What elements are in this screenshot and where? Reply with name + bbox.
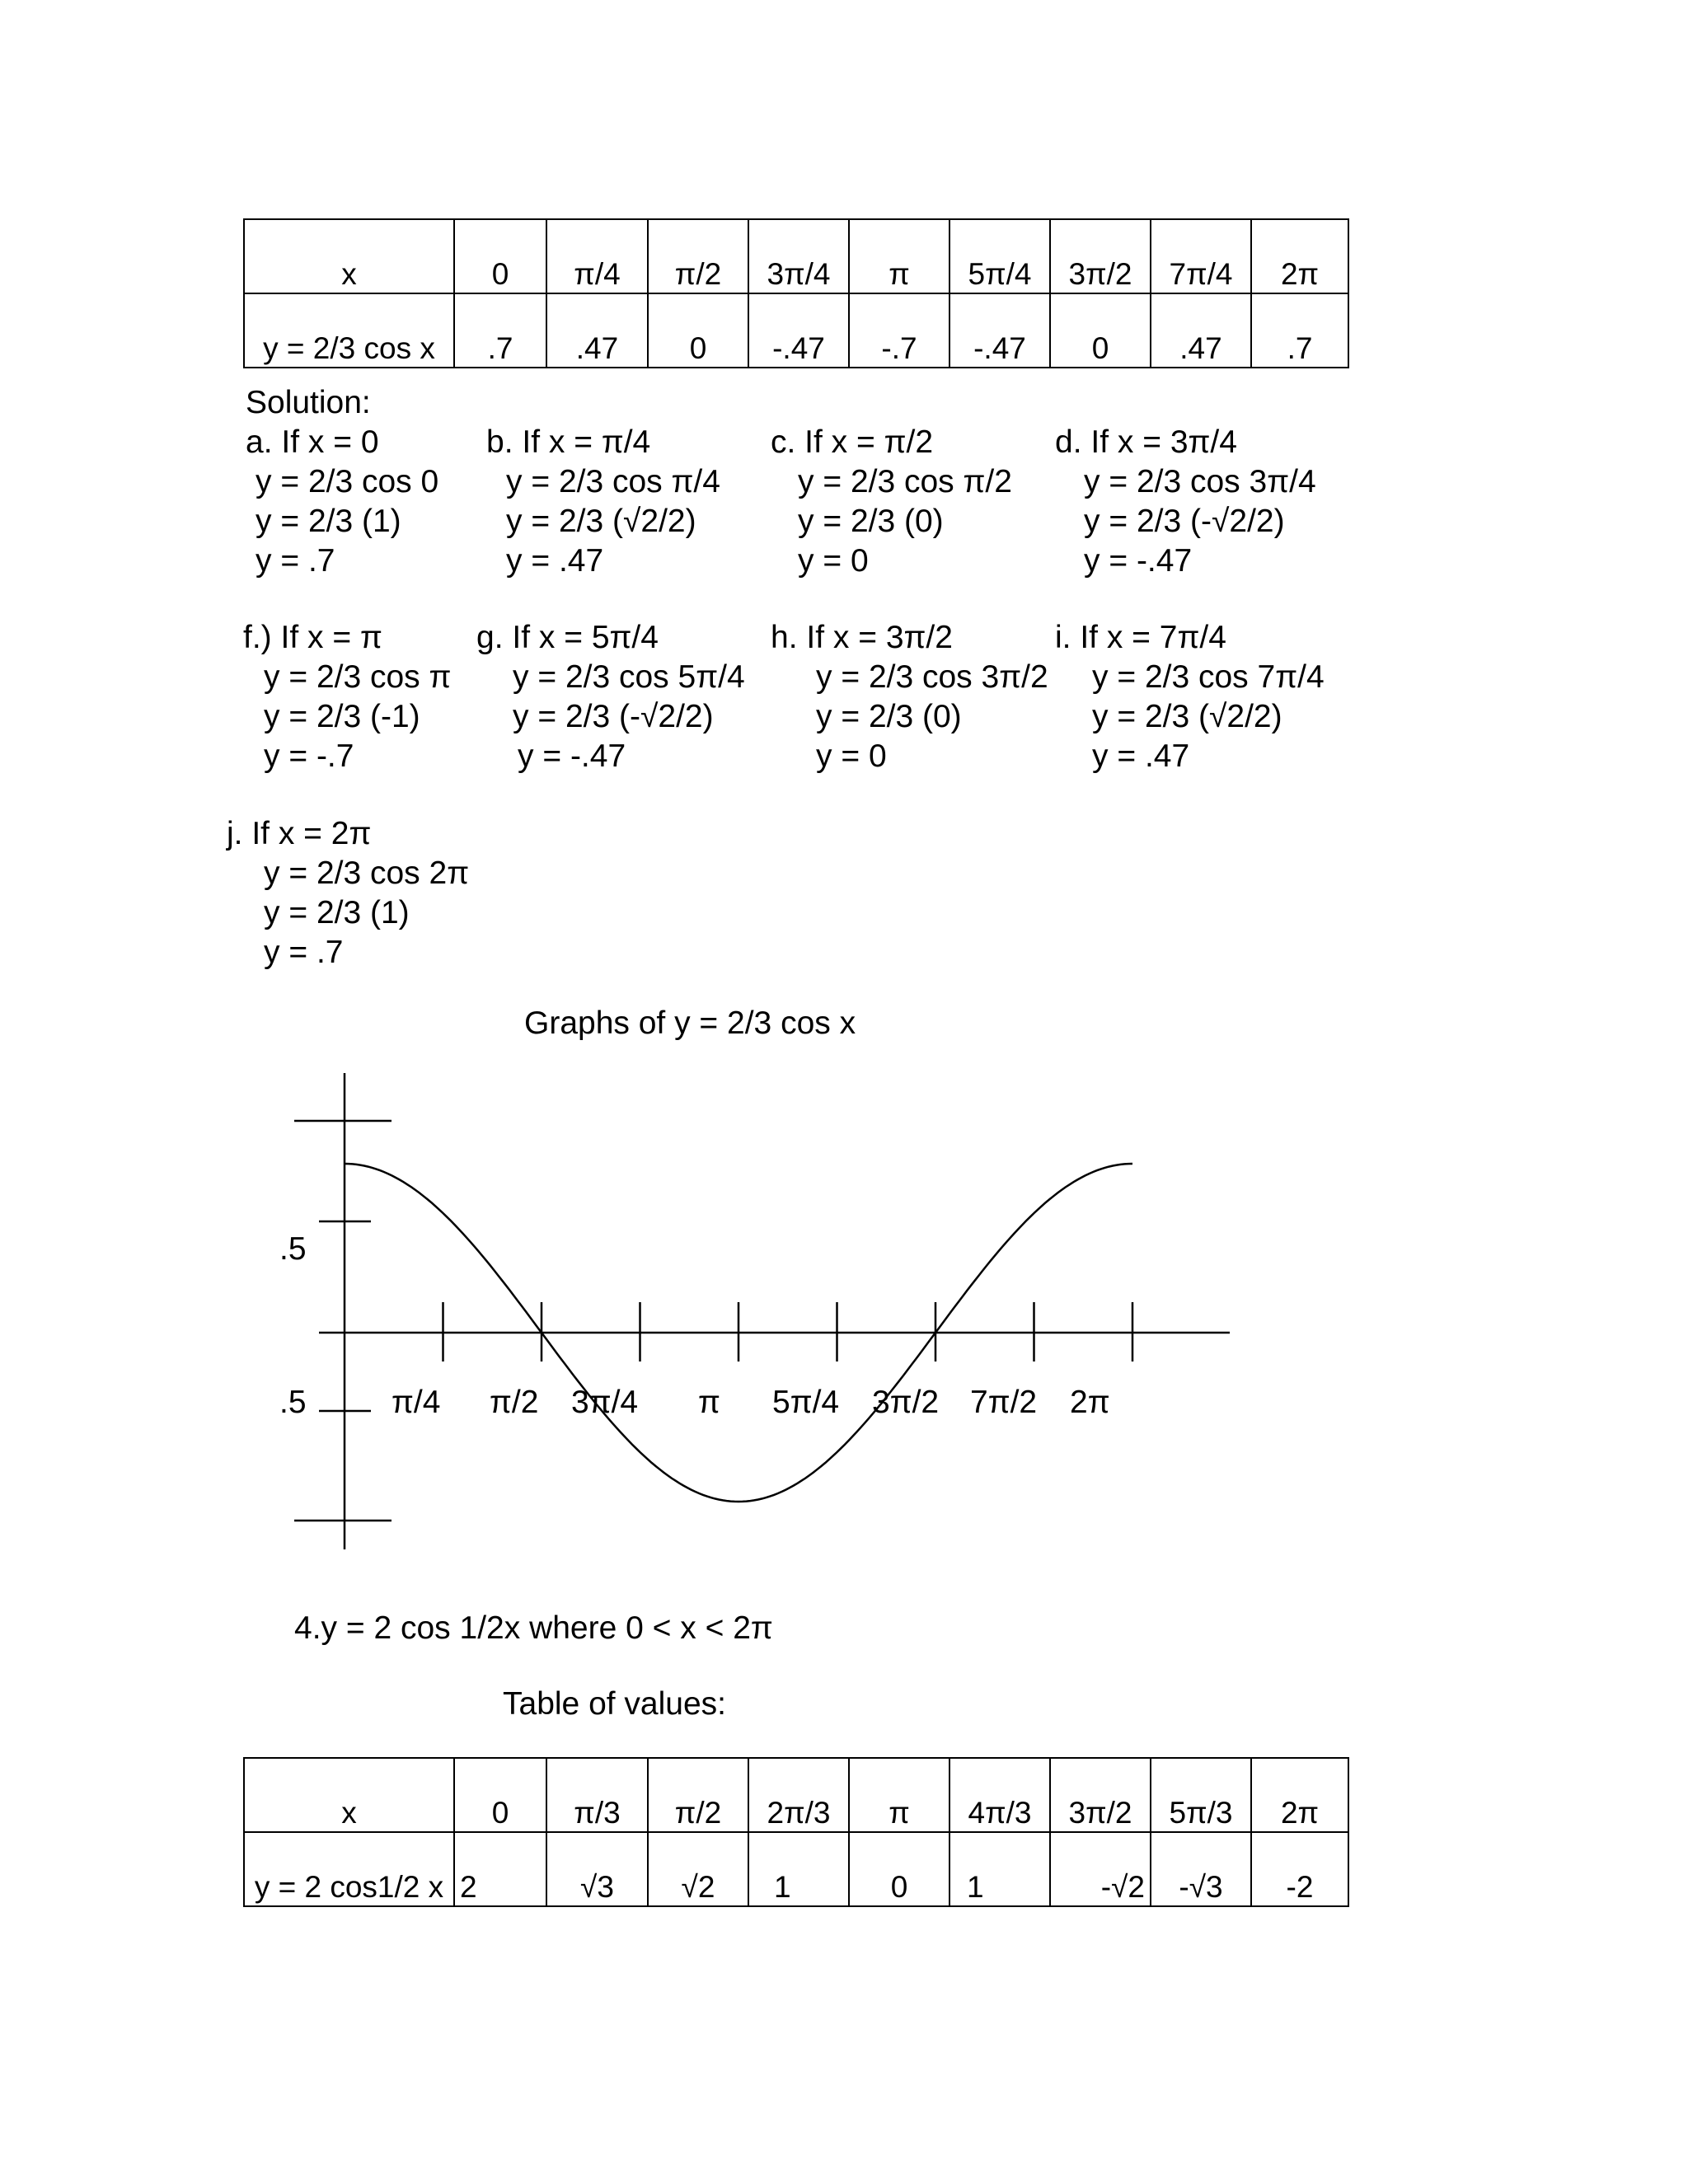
x-tick-label: 7π/2 [970, 1385, 1038, 1420]
x-cell: π/3 [546, 1758, 648, 1832]
x-cell: 3π/4 [748, 219, 849, 293]
x-cell: 7π/4 [1151, 219, 1251, 293]
solution-line: y = 2/3 (0) [798, 504, 944, 539]
solution-head: d. If x = 3π/4 [1055, 424, 1237, 460]
x-tick-label: π/2 [490, 1385, 539, 1420]
table-of-values-label: Table of values: [503, 1686, 727, 1722]
solution-line: y = 2/3 (√2/2) [1092, 699, 1282, 734]
x-tick-label: 3π/4 [571, 1385, 639, 1420]
x-cell: 3π/2 [1050, 1758, 1151, 1832]
solution-line: y = 2/3 (1) [256, 504, 401, 539]
x-tick-label: 3π/2 [872, 1385, 940, 1420]
y-cell: -√2 [1050, 1832, 1151, 1906]
x-row [244, 1758, 1348, 1832]
y-cell: .47 [546, 293, 648, 368]
solution-head: b. If x = π/4 [486, 424, 651, 460]
solution-line: y = 2/3 cos 2π [264, 855, 470, 891]
y-cell: -.47 [748, 293, 849, 368]
solution-line: y = 2/3 cos π/2 [798, 464, 1012, 499]
solution-line: y = 2/3 cos 5π/4 [513, 659, 745, 695]
y-row [244, 1832, 1348, 1906]
y-cell: 0 [648, 293, 748, 368]
solution-line: y = 2/3 (-1) [264, 699, 420, 734]
solution-line: y = 2/3 cos π/4 [506, 464, 720, 499]
y-cell: .7 [1251, 293, 1348, 368]
y-cell: -2 [1251, 1832, 1348, 1906]
solution-head: i. If x = 7π/4 [1055, 620, 1226, 655]
x-cell: π [849, 1758, 950, 1832]
solution-head: a. If x = 0 [246, 424, 379, 460]
x-cell: π/4 [546, 219, 648, 293]
solution-line: y = 2/3 cos 3π/4 [1084, 464, 1316, 499]
x-cell: 5π/4 [950, 219, 1050, 293]
graph-title: Graphs of y = 2/3 cos x [524, 1005, 856, 1041]
y-cell: .47 [1151, 293, 1251, 368]
y-header: y = 2/3 cos x [244, 293, 454, 368]
y-header: y = 2 cos1/2 x [244, 1832, 454, 1906]
solution-heading: Solution: [246, 385, 371, 420]
problem-4: 4.y = 2 cos 1/2x where 0 < x < 2π [294, 1610, 773, 1646]
solution-head: f.) If x = π [243, 620, 382, 655]
solution-line: y = 2/3 (0) [816, 699, 962, 734]
x-cell: 0 [454, 219, 546, 293]
y-cell: -.47 [950, 293, 1050, 368]
y-cell: 0 [1050, 293, 1151, 368]
x-cell: π/2 [648, 1758, 748, 1832]
x-cell: 4π/3 [950, 1758, 1050, 1832]
solution-line: y = 2/3 cos 7π/4 [1092, 659, 1325, 695]
solution-line: y = 2/3 (-√2/2) [513, 699, 714, 734]
solution-line: y = -.7 [264, 738, 354, 774]
x-cell: 3π/2 [1050, 219, 1151, 293]
x-tick-label: π/4 [392, 1385, 441, 1420]
x-header: x [244, 1758, 454, 1832]
solution-line: y = .47 [1092, 738, 1190, 774]
y-cell: √2 [648, 1832, 748, 1906]
x-cell: π [849, 219, 950, 293]
solution-head: c. If x = π/2 [771, 424, 934, 460]
x-tick-label: 5π/4 [772, 1385, 840, 1420]
x-header: x [244, 219, 454, 293]
solution-head: h. If x = 3π/2 [771, 620, 953, 655]
solution-head: g. If x = 5π/4 [476, 620, 659, 655]
solution-head: j. If x = 2π [227, 816, 372, 851]
solution-line: y = -.47 [518, 738, 626, 774]
x-cell: 0 [454, 1758, 546, 1832]
y-tick-label: .5 [279, 1231, 307, 1267]
y-cell: √3 [546, 1832, 648, 1906]
solution-line: y = 2/3 cos π [264, 659, 452, 695]
y-tick-label: .5 [279, 1385, 307, 1420]
solution-line: y = .47 [506, 543, 604, 579]
solution-line: y = 2/3 (1) [264, 895, 410, 930]
solution-line: y = 2/3 (√2/2) [506, 504, 696, 539]
values-table-2 [243, 1757, 1349, 1907]
y-cell: 1 [748, 1832, 849, 1906]
x-tick-label: π [698, 1385, 720, 1420]
y-cell: 1 [950, 1832, 1050, 1906]
solution-line: y = .7 [264, 935, 344, 970]
solution-line: y = .7 [256, 543, 335, 579]
solution-line: y = 0 [798, 543, 869, 579]
solution-line: y = 0 [816, 738, 887, 774]
y-cell: .7 [454, 293, 546, 368]
x-cell: 2π/3 [748, 1758, 849, 1832]
x-cell: 5π/3 [1151, 1758, 1251, 1832]
solution-line: y = -.47 [1084, 543, 1193, 579]
solution-line: y = 2/3 (-√2/2) [1084, 504, 1285, 539]
x-cell: 2π [1251, 1758, 1348, 1832]
y-cell: -√3 [1151, 1832, 1251, 1906]
solution-line: y = 2/3 cos 3π/2 [816, 659, 1048, 695]
y-cell: 2 [454, 1832, 546, 1906]
solution-line: y = 2/3 cos 0 [256, 464, 439, 499]
y-cell: -.7 [849, 293, 950, 368]
x-tick-label: 2π [1070, 1385, 1110, 1420]
x-cell: π/2 [648, 219, 748, 293]
x-cell: 2π [1251, 219, 1348, 293]
y-cell: 0 [849, 1832, 950, 1906]
